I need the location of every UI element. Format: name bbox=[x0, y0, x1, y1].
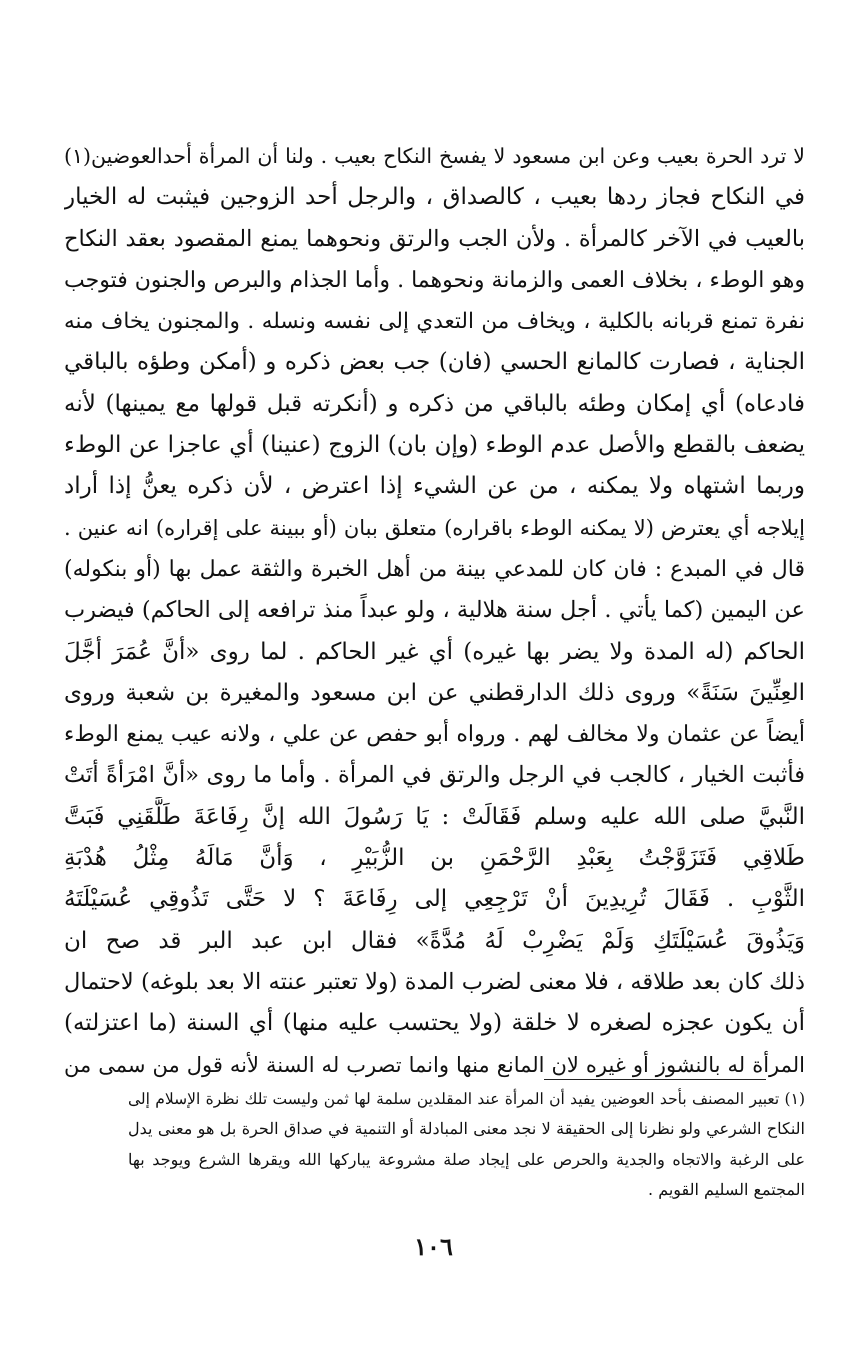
text-line: إيلاجه أي يعترض (لا يمكنه الوطء باقراره) متعلق ببان (أو ببينة على إقراره) انه عنين . bbox=[64, 515, 805, 540]
footnote-line: المجتمع السليم القويم . bbox=[648, 1179, 805, 1199]
text-line: طَلاقِي فَتَزَوَّجْتُ بِعَبْدِ الرَّحْمَنِ بن الزُّبَيْرِ ، وَأنَّ مَالَهُ مِثْلُ هُدْبَةِ bbox=[64, 845, 805, 872]
text-line: النَّبيَّ صلى الله عليه وسلم فَقَالَتْ : يَا رَسُولَ الله إنَّ رِفَاعَةَ طَلَّقَنِي فَبَتَّ bbox=[64, 803, 805, 830]
footnote-divider bbox=[544, 1079, 766, 1080]
text-line: وربما اشتهاه ولا يمكنه ، من عن الشيء إذا اعترض ، لأن ذكره يعنُّ إذا أراد bbox=[64, 473, 805, 500]
text-line: لا ترد الحرة بعيب وعن ابن مسعود لا يفسخ النكاح بعيب . ولنا أن المرأة أحدالعوضين(١) bbox=[64, 144, 805, 168]
text-line: الثَّوْبِ . فَقَالَ تُرِيدِينَ أنْ تَرْجِعِي إلى رِفَاعَةَ ؟ لا حَتَّى تَذُوقِي عُسَيْلَتَهُ bbox=[64, 886, 805, 913]
footnote bbox=[128, 1084, 805, 1205]
footnote-line: على الرغبة والاتجاه والجدية والحرص على إيجاد صلة مشروعة يباركها الله ويقرها الشرع ويوجد بها bbox=[128, 1149, 805, 1169]
text-line: قال في المبدع : فان كان للمدعي بينة من أهل الخبرة والثقة عمل بها (أو بنكوله) bbox=[64, 556, 805, 582]
text-line: في النكاح فجاز ردها بعيب ، كالصداق ، والرجل أحد الزوجين فيثبت له الخيار bbox=[64, 184, 805, 211]
text-line: بالعيب في الآخر كالمرأة . ولأن الجب والرتق ونحوهما يمنع المقصود بعقد النكاح bbox=[64, 225, 805, 252]
text-line: فأثبت الخيار ، كالجب في الرجل والرتق في المرأة . وأما ما روى «أنَّ امْرَأةً أتَتْ bbox=[64, 762, 805, 789]
text-line: أن يكون عجزه لصغره لا خلقة (ولا يحتسب عليه منها) أي السنة (ما اعتزلته) bbox=[64, 1010, 805, 1037]
text-line: الجناية ، فصارت كالمانع الحسي (فان) جب بعض ذكره و (أمكن وطؤه بالباقي bbox=[64, 349, 805, 376]
text-line: العِنِّينَ سَنَةً» وروى ذلك الدارقطني عن ابن مسعود والمغيرة بن شعبة وروى bbox=[64, 679, 805, 706]
text-line: المرأة له بالنشوز أو غيره لان المانع منها وانما تصرب له السنة لأنه قول من سمى من bbox=[64, 1052, 805, 1077]
text-line: نفرة تمنع قربانه بالكلية ، ويخاف من التعدي إلى نفسه ونسله . والمجنون يخاف منه bbox=[64, 309, 805, 335]
text-line: فادعاه) أي إمكان وطئه بالباقي من ذكره و (أنكرته قبل قولها مع يمينها) لأنه bbox=[64, 390, 805, 417]
page-number: ١٠٦ bbox=[414, 1232, 453, 1261]
text-line: وهو الوطء ، بخلاف العمى والزمانة ونحوهما . وأما الجذام والبرص والجنون فتوجب bbox=[64, 267, 805, 293]
text-line: الحاكم (له المدة ولا يضر بها غيره) أي غير الحاكم . لما روى «أنَّ عُمَرَ أجَّلَ bbox=[64, 638, 805, 665]
footnote-line: (١) تعبير المصنف بأحد العوضين يفيد أن المرأة عند المقلدين سلمة لها ثمن وليست تلك نظرة الإسلام إلى bbox=[128, 1090, 805, 1108]
text-line: أيضاً عن عثمان ولا مخالف لهم . ورواه أبو حفص عن علي ، ولانه عيب يمنع الوطء bbox=[64, 722, 805, 748]
text-line: يضعف بالقطع والأصل عدم الوطء (وإن بان) الزوج (عنينا) أي عاجزا عن الوطء bbox=[64, 432, 805, 459]
text-line: ذلك كان بعد طلاقه ، فلا معنى لضرب المدة (ولا تعتبر عنته الا بعد بلوغه) لاحتمال bbox=[64, 968, 805, 995]
footnote-line: النكاح الشرعي ولو نظرنا إلى الحقيقة لا نجد معنى المبادلة أو التنمية في صداق الحرة بل هو معنى يدل bbox=[128, 1119, 805, 1139]
text-line: وَيَذُوقَ عُسَيْلَتَكِ وَلَمْ يَضْرِبْ لَهُ مُدَّةً» فقال ابن عبد البر قد صح ان bbox=[64, 927, 805, 954]
text-line: عن اليمين (كما يأتي . أجل سنة هلالية ، ولو عبداً منذ ترافعه إلى الحاكم) فيضرب bbox=[64, 597, 805, 624]
main-text bbox=[64, 136, 805, 1086]
